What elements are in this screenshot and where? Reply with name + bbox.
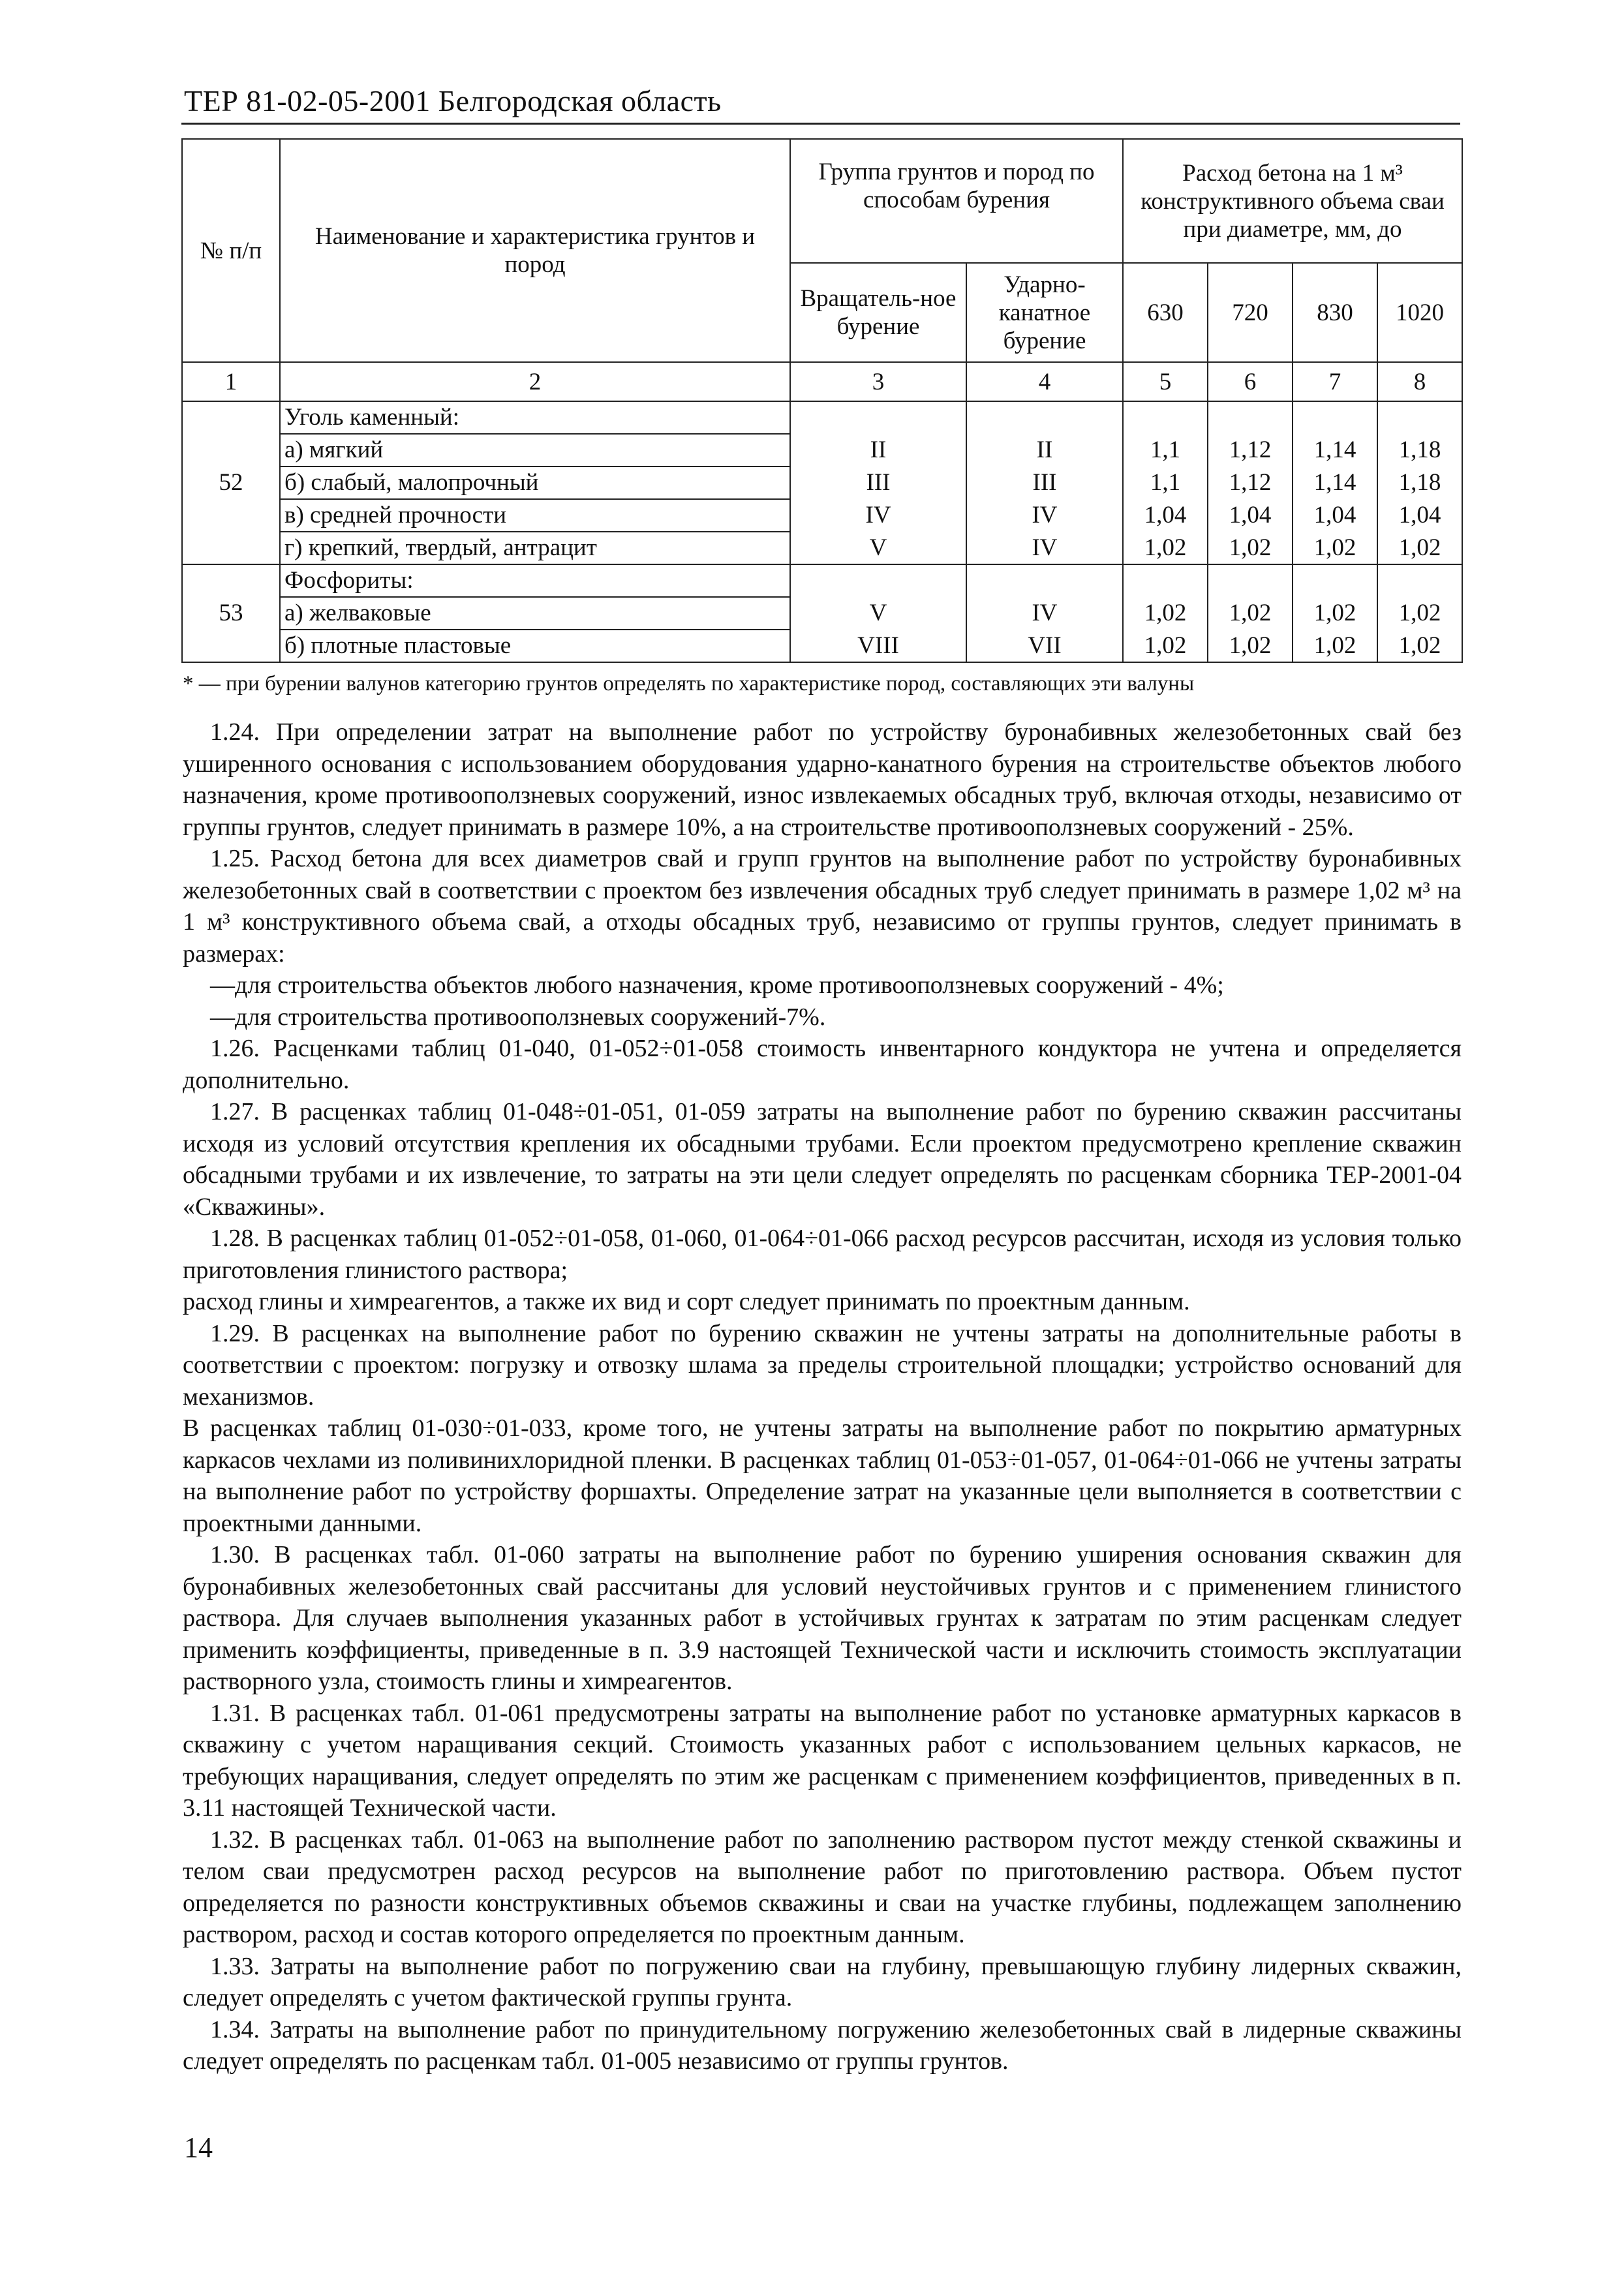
- paragraph-list-item: —для строительства противооползневых сооружений-7%.: [210, 1003, 826, 1031]
- consumption-value: 1,02: [1123, 597, 1208, 630]
- column-number: 5: [1123, 362, 1208, 401]
- col-name-header: Наименование и характеристика грунтов и пород: [280, 139, 790, 362]
- group-number: 53: [182, 564, 280, 662]
- rotary-group: V: [790, 532, 966, 564]
- consumption-value: 1,04: [1293, 499, 1377, 532]
- consumption-value: 1,18: [1377, 466, 1462, 499]
- paragraph-1-34: 1.34. Затраты на выполнение работ по принудительному погружению железобетонных свай в лидерные скважины следует определять по расценкам табл. 01-005 независимо от группы грунтов.: [183, 2015, 1462, 2075]
- header-rule: [181, 123, 1460, 125]
- consumption-value: 1,1: [1123, 466, 1208, 499]
- paragraph-1-26: 1.26. Расценками таблиц 01-040, 01-052÷01-058 стоимость инвентарного кондуктора не учтена и определяется дополнительно.: [183, 1035, 1462, 1094]
- percussion-group: IV: [966, 597, 1123, 630]
- consumption-value: 1,02: [1208, 597, 1293, 630]
- column-numbers-row: [182, 362, 1462, 401]
- table-row: [182, 499, 1462, 532]
- diameter-830: 830: [1293, 263, 1377, 362]
- col-rotary-header: Вращатель-ное бурение: [790, 263, 966, 362]
- consumption-value: 1,12: [1208, 434, 1293, 466]
- column-number: 2: [280, 362, 790, 401]
- paragraph-1-32: 1.32. В расценках табл. 01-063 на выполнение работ по заполнению раствором пустот между стенкой скважины и телом сваи предусмотрен расход ресурсов на выполнение работ по приготовлению раствора. Объем пустот определяется по разности конструктивных объемов скважины и сваи на участке глубины, подлежащем заполнению раствором, расход и состав которого определяется по проектным данным.: [183, 1826, 1462, 1948]
- col-no-header: № п/п: [182, 139, 280, 362]
- consumption-value: 1,02: [1377, 597, 1462, 630]
- col-consumption-header: Расход бетона на 1 м³ конструктивного объема сваи при диаметре, мм, до: [1123, 139, 1462, 263]
- group-title: Уголь каменный:: [280, 401, 790, 434]
- soil-concrete-table: [181, 138, 1463, 663]
- consumption-value: 1,02: [1208, 630, 1293, 662]
- paragraph-1-33: 1.33. Затраты на выполнение работ по погружению сваи на глубину, превышающую глубину лидерных скважин, следует определять с учетом фактической группы грунта.: [183, 1952, 1462, 2011]
- consumption-value: 1,02: [1377, 532, 1462, 564]
- percussion-group: IV: [966, 532, 1123, 564]
- consumption-value: 1,1: [1123, 434, 1208, 466]
- consumption-value: 1,02: [1293, 630, 1377, 662]
- paragraph-continuation: расход глины и химреагентов, а также их вид и сорт следует принимать по проектным данным.: [183, 1288, 1190, 1315]
- table-row: [182, 532, 1462, 564]
- consumption-value: 1,12: [1208, 466, 1293, 499]
- consumption-value: 1,18: [1377, 434, 1462, 466]
- consumption-value: 1,02: [1377, 630, 1462, 662]
- table-row: [182, 466, 1462, 499]
- column-number: 3: [790, 362, 966, 401]
- diameter-630: 630: [1123, 263, 1208, 362]
- soil-name: б) плотные пластовые: [280, 630, 790, 662]
- paragraph-1-31: 1.31. В расценках табл. 01-061 предусмотрены затраты на выполнение работ по установке арматурных каркасов в скважину с учетом наращивания секций. Стоимость указанных работ с использованием цельных каркасов, не требующих наращивания, следует определять по этим же расценкам с применением коэффициентов, приведенных в п. 3.11 настоящей Технической части.: [183, 1699, 1462, 1822]
- paragraph-1-27: 1.27. В расценках таблиц 01-048÷01-051, 01-059 затраты на выполнение работ по бурению скважин рассчитаны исходя из условий отсутствия крепления их обсадными трубами. Если проектом предусмотрено крепление скважин обсадными трубами и их извлечение, то затраты на эти цели следует определять по расценкам сборника ТЕР-2001-04 «Скважины».: [183, 1098, 1462, 1221]
- diameter-1020: 1020: [1377, 263, 1462, 362]
- soil-name: в) средней прочности: [280, 499, 790, 532]
- paragraph-continuation: В расценках таблиц 01-030÷01-033, кроме того, не учтены затраты на выполнение работ по покрытию арматурных каркасов чехлами из поливинихлоридной пленки. В расценках таблиц 01-053÷01-057, 01-064÷01-066 не учтены затраты на выполнение работ по устройству форшахты. Определение затрат на указанные цели выполняется в соответствии с проектными данными.: [183, 1414, 1462, 1537]
- percussion-group: VII: [966, 630, 1123, 662]
- consumption-value: 1,02: [1208, 532, 1293, 564]
- rotary-group: V: [790, 597, 966, 630]
- paragraph-1-30: 1.30. В расценках табл. 01-060 затраты на выполнение работ по бурению уширения основания скважин для буронабивных железобетонных свай рассчитаны для условий неустойчивых грунтов и с применением глинистого раствора. Для случаев выполнения указанных работ в устойчивых грунтах к затратам по этим расценкам следует применить коэффициенты, приведенные в п. 3.9 настоящей Технической части и исключить стоимость эксплуатации растворного узла, стоимость глины и химреагентов.: [183, 1541, 1462, 1695]
- soil-name: б) слабый, малопрочный: [280, 466, 790, 499]
- rotary-group: IV: [790, 499, 966, 532]
- col-group-header: Группа грунтов и пород по способам бурения: [790, 139, 1123, 263]
- consumption-value: 1,02: [1123, 532, 1208, 564]
- soil-name: г) крепкий, твердый, антрацит: [280, 532, 790, 564]
- table-row: [182, 434, 1462, 466]
- column-number: 8: [1377, 362, 1462, 401]
- column-number: 4: [966, 362, 1123, 401]
- consumption-value: 1,02: [1293, 597, 1377, 630]
- consumption-value: 1,04: [1377, 499, 1462, 532]
- soil-name: а) желваковые: [280, 597, 790, 630]
- page-number: 14: [184, 2132, 213, 2163]
- table-row: [182, 564, 1462, 597]
- column-number: 7: [1293, 362, 1377, 401]
- consumption-value: 1,02: [1123, 630, 1208, 662]
- col-percussion-header: Ударно-канатное бурение: [966, 263, 1123, 362]
- soil-name: а) мягкий: [280, 434, 790, 466]
- column-number: 1: [182, 362, 280, 401]
- group-number: 52: [182, 401, 280, 564]
- rotary-group: II: [790, 434, 966, 466]
- page-header: ТЕР 81-02-05-2001 Белгородская область: [184, 84, 722, 117]
- rotary-group: III: [790, 466, 966, 499]
- body-text: [183, 716, 1462, 2077]
- consumption-value: 1,02: [1293, 532, 1377, 564]
- percussion-group: III: [966, 466, 1123, 499]
- consumption-value: 1,14: [1293, 466, 1377, 499]
- table-footnote: * — при бурении валунов категорию грунтов определять по характеристике пород, составляющих эти валуны: [183, 672, 1195, 695]
- rotary-group: VIII: [790, 630, 966, 662]
- percussion-group: II: [966, 434, 1123, 466]
- paragraph-1-24: 1.24. При определении затрат на выполнение работ по устройству буронабивных железобетонных свай без уширенного основания с использованием оборудования ударно-канатного бурения на строительстве объектов любого назначения, кроме противооползневых сооружений, износ извлекаемых обсадных труб, включая отходы, независимо от группы грунтов, следует принимать в размере 10%, а на строительстве противооползневых сооружений - 25%.: [183, 718, 1462, 841]
- table-row: [182, 597, 1462, 630]
- paragraph-list-item: —для строительства объектов любого назначения, кроме противооползневых сооружений - 4%;: [210, 971, 1224, 999]
- table-row: [182, 401, 1462, 434]
- group-title: Фосфориты:: [280, 564, 790, 597]
- consumption-value: 1,14: [1293, 434, 1377, 466]
- table-row: [182, 630, 1462, 662]
- paragraph-1-28: 1.28. В расценках таблиц 01-052÷01-058, 01-060, 01-064÷01-066 расход ресурсов рассчитан, исходя из условия только приготовления глинистого раствора;: [183, 1225, 1462, 1284]
- paragraph-1-25: 1.25. Расход бетона для всех диаметров свай и групп грунтов на выполнение работ по устройству буронабивных железобетонных свай в соответствии с проектом без извлечения обсадных труб следует принимать в размере 1,02 м³ на 1 м³ конструктивного объема свай, а отходы обсадных труб, независимо от группы грунтов, следует принимать в размерах:: [183, 845, 1462, 968]
- percussion-group: IV: [966, 499, 1123, 532]
- consumption-value: 1,04: [1123, 499, 1208, 532]
- diameter-720: 720: [1208, 263, 1293, 362]
- column-number: 6: [1208, 362, 1293, 401]
- paragraph-1-29: 1.29. В расценках на выполнение работ по бурению скважин не учтены затраты на дополнительные работы в соответствии с проектом: погрузку и отвозку шлама за пределы строительной площадки; устройство оснований для механизмов.: [183, 1319, 1462, 1411]
- consumption-value: 1,04: [1208, 499, 1293, 532]
